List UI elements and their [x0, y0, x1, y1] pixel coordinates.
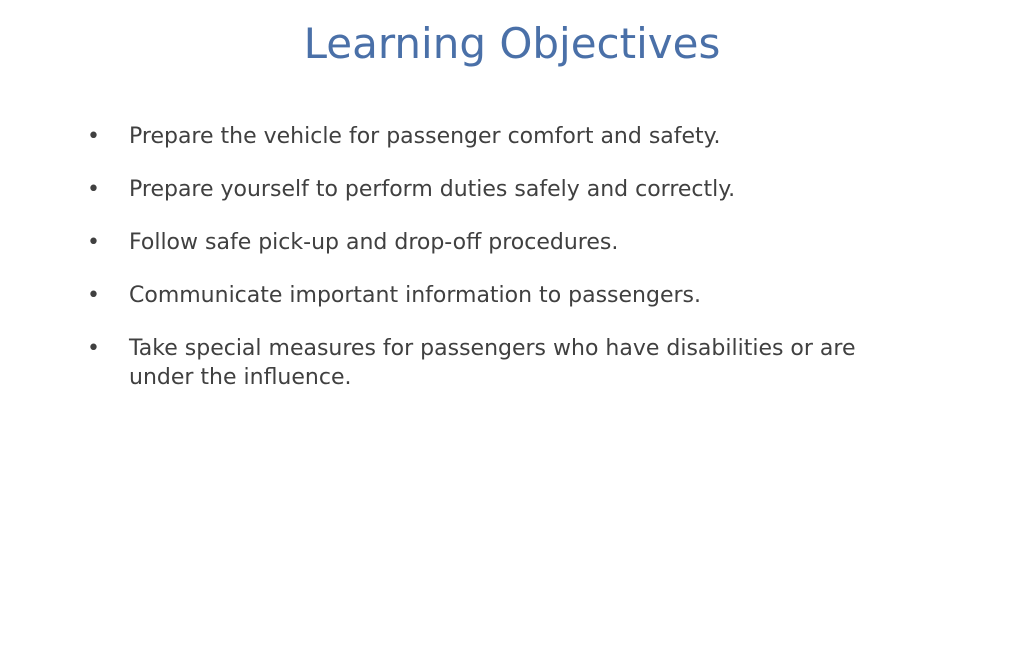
objective-text: Prepare the vehicle for passenger comfort and safety. [129, 124, 721, 149]
objective-text: Communicate important information to passengers. [129, 283, 701, 308]
list-item [0, 334, 1024, 392]
bullet-icon: • [87, 336, 100, 361]
bullet-icon: • [87, 124, 100, 149]
objectives-list [0, 122, 1024, 416]
slide-title: Learning Objectives [303, 19, 721, 68]
bullet-icon: • [87, 283, 100, 308]
objective-text: Prepare yourself to perform duties safely and correctly. [129, 177, 736, 202]
bullet-icon: • [87, 177, 100, 202]
list-item [0, 281, 1024, 310]
list-item [0, 175, 1024, 204]
list-item [0, 228, 1024, 257]
objective-text: Take special measures for passengers who have disabilities or are under the influence. [129, 336, 856, 390]
bullet-icon: • [87, 230, 100, 255]
list-item [0, 122, 1024, 151]
objective-text: Follow safe pick-up and drop-off procedures. [129, 230, 619, 255]
